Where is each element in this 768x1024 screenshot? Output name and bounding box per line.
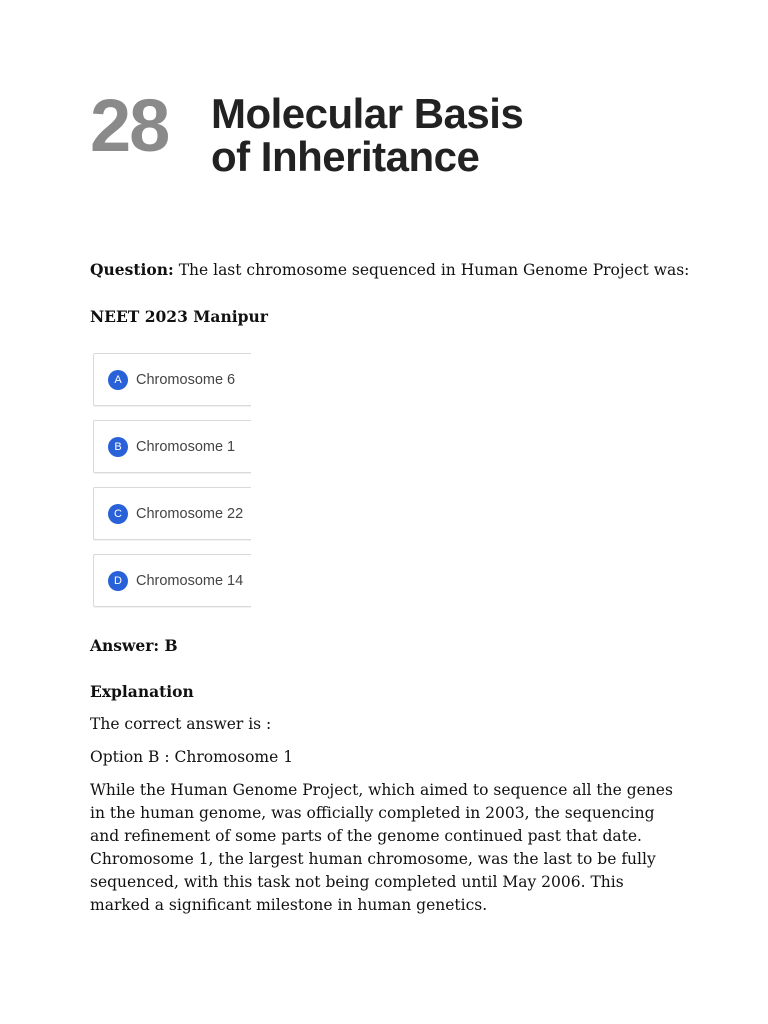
option-c-text: Chromosome 22	[136, 505, 244, 522]
option-d-text: Chromosome 14	[136, 572, 244, 589]
option-a[interactable]	[93, 353, 251, 406]
chapter-number: 28	[90, 84, 169, 167]
explanation-heading: Explanation	[90, 682, 194, 701]
question-label: Question:	[90, 260, 174, 279]
option-a-text: Chromosome 6	[136, 371, 236, 388]
exam-tag: NEET 2023 Manipur	[90, 307, 268, 326]
option-b[interactable]	[93, 420, 251, 473]
explanation-body: While the Human Genome Project, which aimed to sequence all the genes in the human genome, was officially completed in 2003, the sequencing and refinement of some parts of the genome continued past that date. Chromosome 1, the largest human chromosome, was the last to be fully sequenced, with this task not being completed until May 2006. This marked a significant milestone in human genetics.	[90, 781, 673, 914]
option-b-text: Chromosome 1	[136, 438, 236, 455]
question	[90, 259, 689, 281]
question-text: The last chromosome sequenced in Human Genome Project was:	[178, 261, 690, 279]
explanation-option: Option B : Chromosome 1	[90, 748, 294, 766]
option-d[interactable]	[93, 554, 251, 607]
option-c[interactable]	[93, 487, 251, 540]
options-list	[93, 353, 251, 609]
option-c-badge: C	[108, 504, 128, 524]
chapter-title-line1: Molecular Basis	[211, 90, 524, 137]
chapter-title-line2: of Inheritance	[211, 133, 480, 180]
option-a-badge: A	[108, 370, 128, 390]
option-d-badge: D	[108, 571, 128, 591]
explanation-intro: The correct answer is :	[90, 715, 272, 733]
option-b-badge: B	[108, 437, 128, 457]
answer: Answer: B	[90, 636, 178, 655]
chapter-title	[211, 92, 523, 178]
